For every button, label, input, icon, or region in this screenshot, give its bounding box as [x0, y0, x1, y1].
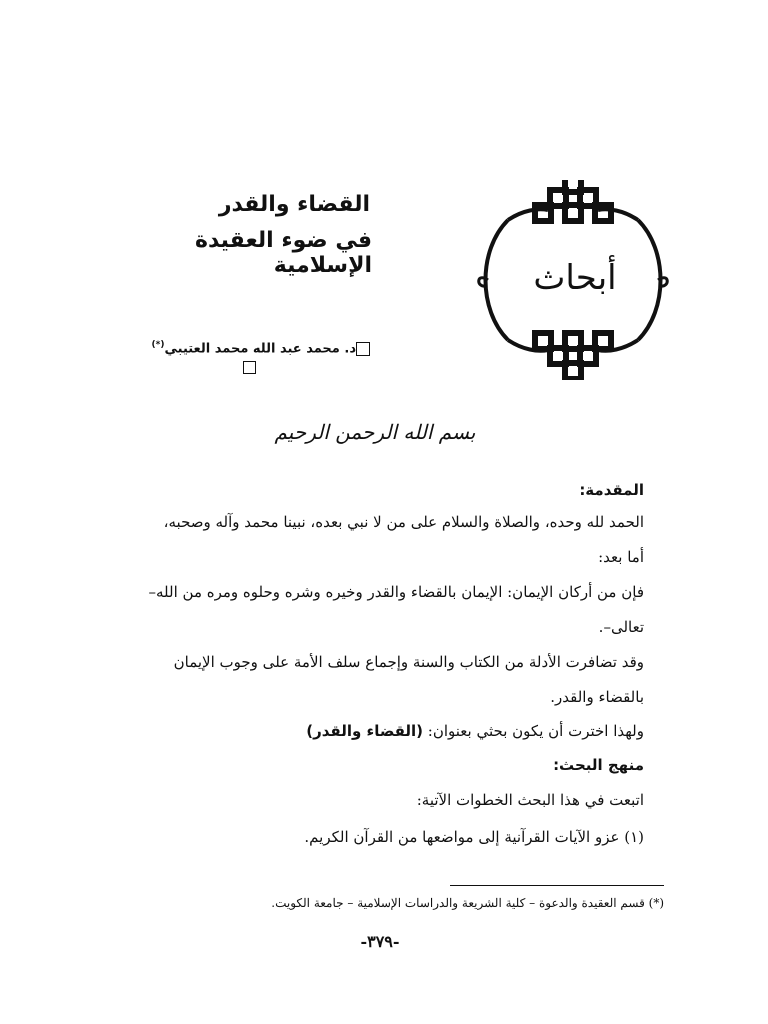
title-line-1: القضاء والقدر	[218, 192, 370, 217]
footnote-divider	[450, 885, 664, 886]
paragraph-4-line-2: بالقضاء والقدر.	[550, 688, 644, 706]
paragraph-5-prefix: ولهذا اخترت أن يكون بحثي بعنوان:	[423, 722, 644, 740]
author-prefix: د.	[339, 341, 356, 357]
square-box-icon	[243, 361, 256, 374]
research-title-inline: (القضاء والقدر)	[306, 722, 424, 740]
paragraph-3-line-2: تعالى–.	[598, 618, 644, 636]
checkbox-square-icon	[356, 342, 370, 356]
basmala: بسم الله الرحمن الرحيم	[274, 420, 476, 444]
method-heading: منهج البحث:	[553, 756, 644, 774]
paragraph-1: الحمد لله وحده، والصلاة والسلام على من لا نبي بعده، نبينا محمد وآله وصحبه،	[163, 513, 644, 531]
author-line	[140, 340, 370, 356]
paragraph-3-line-1: فإن من أركان الإيمان: الإيمان بالقضاء والقدر وخيره وشره وحلوه ومره من الله–	[148, 583, 644, 601]
title-line-2: في ضوء العقيدة الإسلامية	[194, 228, 372, 278]
intro-heading: المقدمة:	[579, 481, 644, 499]
page-number: -٣٧٩-	[360, 932, 400, 951]
author-footnote-marker: (*)	[151, 340, 165, 350]
paragraph-6: اتبعت في هذا البحث الخطوات الآتية:	[416, 791, 644, 809]
paragraph-7: (١) عزو الآيات القرآنية إلى مواضعها من القرآن الكريم.	[304, 828, 644, 846]
paragraph-5	[96, 722, 644, 740]
ornament-label: أبحاث	[533, 258, 617, 298]
footnote: (*) قسم العقيدة والدعوة – كلية الشريعة والدراسات الإسلامية – جامعة الكويت.	[271, 896, 664, 910]
paragraph-2: أما بعد:	[598, 548, 644, 566]
author-name: محمد عبد الله محمد العتيبي	[164, 341, 340, 357]
paragraph-4-line-1: وقد تضافرت الأدلة من الكتاب والسنة وإجماع سلف الأمة على وجوب الإيمان	[173, 653, 644, 671]
